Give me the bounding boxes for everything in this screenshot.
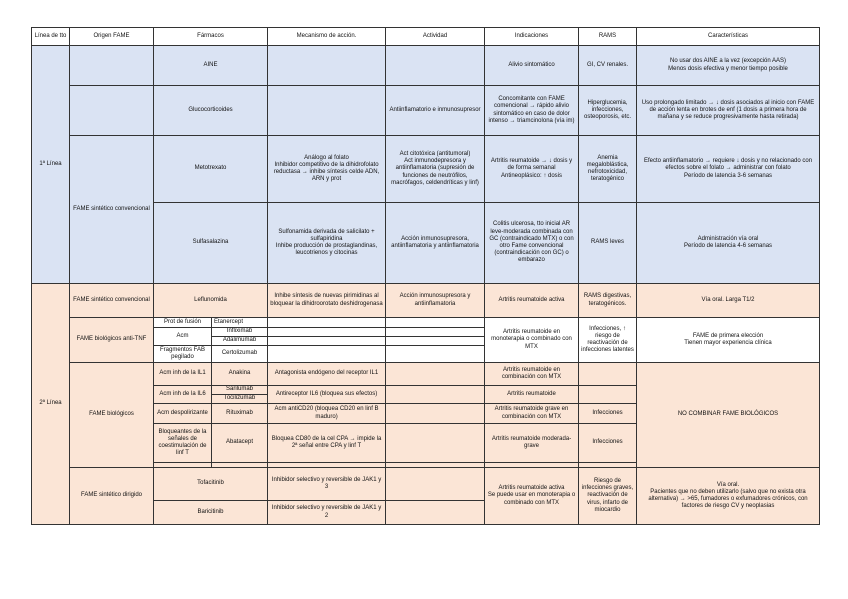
actividad-lef: Acción inmunosupresora y antiinflamatoria bbox=[386, 284, 485, 318]
mecanismo-baricitinib: Inhibidor selectivo y reversible de JAK1 y 2 bbox=[268, 501, 386, 525]
row-tofacitinib bbox=[32, 468, 820, 501]
origen-dirigido: FAME sintético dirigido bbox=[70, 468, 154, 525]
caracteristicas-lef: Vía oral. Larga T1/2 bbox=[637, 284, 820, 318]
indicaciones-sulfa: Colitis ulcerosa, tto inicial AR leve-moderada combinada con GC (contraindicado MTX) o con otro Fame convencional (contraindicación con GC) o embarazo bbox=[485, 203, 579, 284]
caracteristicas-gluco: Uso prolongado limitado → ↓ dosis asociados al inicio con FAME de acción lenta en brotes de enf (1 dosis a primera hora de mañana y se reduce progresivamente hasta retirada) bbox=[637, 86, 820, 136]
indicaciones-aine: Alivio sintomático bbox=[485, 46, 579, 86]
mecanismo-lef: Inhibe síntesis de nuevas pirimidinas al bloquear la dihidroorotato deshidrogenasa bbox=[268, 284, 386, 318]
linea-2: 2ª Línea bbox=[32, 284, 70, 525]
indicaciones-rituximab: Artritis reumatoide grave en combinación con MTX bbox=[485, 404, 579, 424]
row-etanercept bbox=[32, 318, 820, 328]
tipo-coestimulacion: Bloqueantes de la señales de coestimulación de linf T bbox=[154, 424, 212, 463]
farmaco-mtx: Metotrexato bbox=[154, 136, 268, 203]
caracteristicas-biologicos: NO COMBINAR FAME BIOLÓGICOS bbox=[637, 363, 820, 468]
caracteristicas-aine: No usar dos AINE a la vez (excepción AAS) Menos dosis efectiva y menor tiempo posible bbox=[637, 46, 820, 86]
indicaciones-abatacept: Artritis reumatoide moderada-grave bbox=[485, 424, 579, 463]
farmaco-rituximab: Rituximab bbox=[212, 404, 268, 424]
mecanismo-il6: Antireceptor IL6 (bloquea sus efectos) bbox=[268, 386, 386, 404]
header-row bbox=[32, 28, 820, 46]
row-gluco bbox=[32, 86, 820, 136]
farmaco-anakina: Anakina bbox=[212, 363, 268, 386]
caracteristicas-sulfa: Administración vía oral Período de latencia 4-6 semanas bbox=[637, 203, 820, 284]
rams-gluco: Hiperglucemia, infecciones, osteoporosis, etc. bbox=[579, 86, 637, 136]
row-leflunomida bbox=[32, 284, 820, 318]
header-origen: Origen FAME bbox=[70, 28, 154, 46]
header-linea: Línea de tto bbox=[32, 28, 70, 46]
rams-dirigido: Riesgo de infecciones graves, reactivación de virus, infarto de miocardio bbox=[579, 468, 637, 525]
mecanismo-anakina: Antagonista endógeno del receptor IL1 bbox=[268, 363, 386, 386]
tipo-acm: Acm bbox=[154, 328, 212, 346]
indicaciones-mtx: Artritis reumatoide → ↓ dosis y de forma semanal Antineoplásico: ↑ dosis bbox=[485, 136, 579, 203]
farmaco-adalimumab: Adalimumab bbox=[212, 337, 268, 346]
indicaciones-anakina: Artritis reumatoide en combinación con MTX bbox=[485, 363, 579, 386]
farmaco-aine: AINE bbox=[154, 46, 268, 86]
tipo-prot-fusion: Prot de fusión bbox=[154, 318, 212, 328]
rams-lef: RAMS digestivas, teratogénicos. bbox=[579, 284, 637, 318]
actividad-mtx: Act citotóxica (antitumoral) Act inmunodepresora y antiinflamatoria (supresión de funciones de neutrófilos, macrófagos, celdendríticas y linf) bbox=[386, 136, 485, 203]
actividad-sulfa: Acción inmunosupresora, antiinflamatoria y antiinflamatoria bbox=[386, 203, 485, 284]
farmaco-gluco: Glucocorticoides bbox=[154, 86, 268, 136]
rams-rituximab: Infecciones bbox=[579, 404, 637, 424]
header-farmacos: Fármacos bbox=[154, 28, 268, 46]
origen-lef: FAME sintético convencional bbox=[70, 284, 154, 318]
mecanismo-rituximab: Acm antiCD20 (bloquea CD20 en linf B maduro) bbox=[268, 404, 386, 424]
caracteristicas-dirigido: Vía oral. Pacientes que no deben utilizarlo (salvo que no exista otra alternativa) → >65, fumadores o exfumadores crónicos, con factores de riesgo CV y neoplasias bbox=[637, 468, 820, 525]
farmaco-infliximab: Infliximab bbox=[212, 328, 268, 337]
tipo-il6: Acm inh de la IL6 bbox=[154, 386, 212, 404]
farmaco-abatacept: Abatacept bbox=[212, 424, 268, 463]
header-caracteristicas: Características bbox=[637, 28, 820, 46]
origen-anti-tnf: FAME biológicos anti-TNF bbox=[70, 318, 154, 363]
rams-anti-tnf: Infecciones, ↑ riesgo de reactivación de infecciones latentes bbox=[579, 318, 637, 363]
mecanismo-sulfa: Sulfonamida derivada de salicilato + sulfapiridina Inhibe producción de prostaglandinas, leucotrienos y citocinas bbox=[268, 203, 386, 284]
row-anakina bbox=[32, 363, 820, 386]
tipo-il1: Acm inh de la IL1 bbox=[154, 363, 212, 386]
indicaciones-dirigido: Artritis reumatoide activa Se puede usar en monoterapia o combinado con MTX bbox=[485, 468, 579, 525]
mecanismo-abatacept: Bloquea CD80 de la cel CPA → impide la 2ª señal entre CPA y linf T bbox=[268, 424, 386, 463]
linea-1: 1ª Línea bbox=[32, 46, 70, 284]
actividad-gluco: Antiinflamatorio e inmunosupresor bbox=[386, 86, 485, 136]
rams-abatacept: Infecciones bbox=[579, 424, 637, 463]
origen-fame-convencional: FAME sintético convencional bbox=[70, 136, 154, 284]
farmaco-lef: Leflunomida bbox=[154, 284, 268, 318]
farmaco-tofacitinib: Tofacitinib bbox=[154, 468, 268, 501]
indicaciones-gluco: Concomitante con FAME comencional → rápido alivio sintomático en caso de dolor intenso → triamcinolona (vía im) bbox=[485, 86, 579, 136]
tipo-cd20: Acm despolirizante bbox=[154, 404, 212, 424]
indicaciones-lef: Artritis reumatoide activa bbox=[485, 284, 579, 318]
origen-biologicos: FAME biológicos bbox=[70, 363, 154, 468]
header-indicaciones: Indicaciones bbox=[485, 28, 579, 46]
tipo-fab: Fragmentos FAB pegilado bbox=[154, 346, 212, 363]
farmaco-baricitinib: Baricitinib bbox=[154, 501, 268, 525]
row-aine bbox=[32, 46, 820, 86]
farmaco-etanercept: Etanercept bbox=[212, 318, 268, 328]
indicaciones-anti-tnf: Artritis reumatoide en monoterapia o combinado con MTX bbox=[485, 318, 579, 363]
caracteristicas-mtx: Efecto antiinflamatorio → requiere ↓ dosis y no relacionado con efectos sobre el folato → administrar con folato Período de latencia 3-6 semanas bbox=[637, 136, 820, 203]
header-actividad: Actividad bbox=[386, 28, 485, 46]
row-mtx bbox=[32, 136, 820, 203]
farmaco-certolizumab: Certolizumab bbox=[212, 346, 268, 363]
indicaciones-il6: Artritis reumatoide bbox=[485, 386, 579, 404]
rams-sulfa: RAMS leves bbox=[579, 203, 637, 284]
rams-mtx: Anemia megaloblástica, nefrotoxicidad, teratogénico bbox=[579, 136, 637, 203]
farmaco-tocilizumab: Tocilizumab bbox=[212, 395, 268, 404]
farmaco-sulfa: Sulfasalazina bbox=[154, 203, 268, 284]
farmaco-sarilumab: Sarilumab bbox=[212, 386, 268, 395]
pharmacology-table bbox=[31, 27, 820, 525]
caracteristicas-anti-tnf: FAME de primera elección Tienen mayor experiencia clínica bbox=[637, 318, 820, 363]
header-rams: RAMS bbox=[579, 28, 637, 46]
header-mecanismo: Mecanismo de acción. bbox=[268, 28, 386, 46]
mecanismo-tofacitinib: Inhibidor selectivo y reversible de JAK1 y 3 bbox=[268, 468, 386, 501]
rams-aine: GI, CV renales. bbox=[579, 46, 637, 86]
mecanismo-mtx: Análogo al folato Inhibidor competitivo de la dihidrofolato reductasa → inhibe síntesis celde ADN, ARN y prot bbox=[268, 136, 386, 203]
